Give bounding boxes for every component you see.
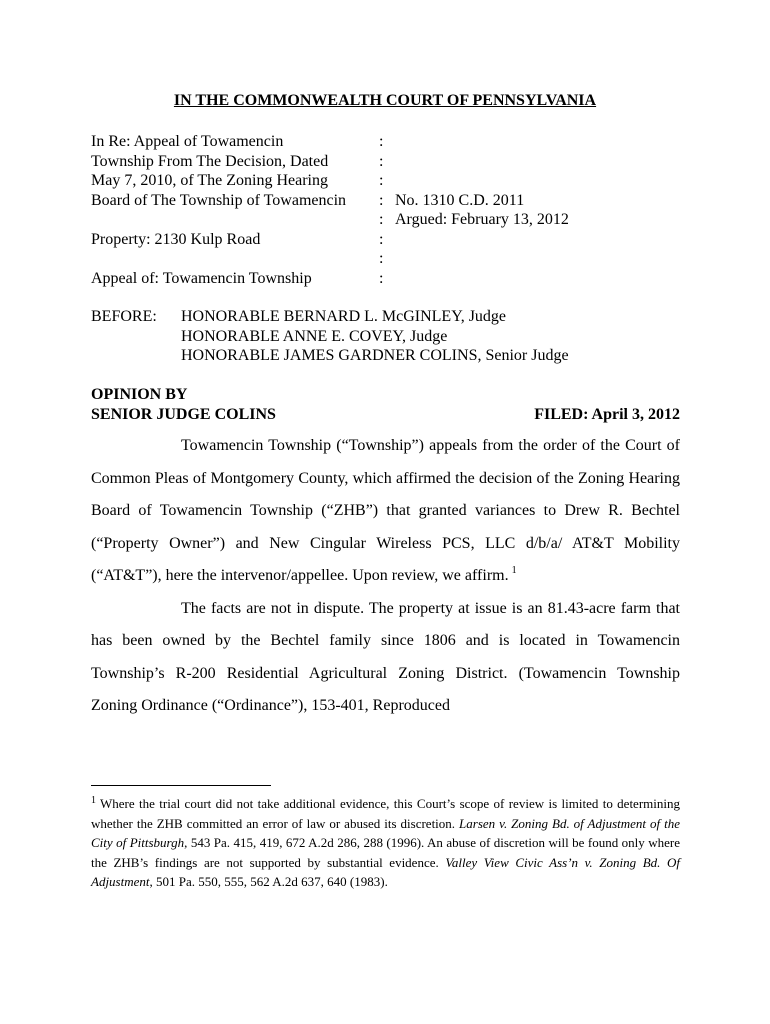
caption-row bbox=[91, 191, 691, 211]
caption-colon: : bbox=[379, 250, 384, 267]
caption-left: Township From The Decision, Dated bbox=[91, 152, 329, 170]
paragraph-text: Towamencin Township (“Township”) appeals from the order of the Court of Common Pleas of Montgomery County, which affirmed the decision of the Zoning Hearing Board of Towamencin Township (“ZHB”) that granted variances to Drew R. Bechtel (“Property Owner”) and New Cingular Wireless PCS, LLC d/b/a/ AT&T Mobility (“AT&T”), here the intervenor/appellee. Upon review, we affirm. bbox=[91, 437, 680, 584]
caption-row bbox=[91, 132, 691, 152]
paragraph: The facts are not in dispute. The property at issue is an 81.43-acre farm that has been owned by the Bechtel family since 1806 and is located in Towamencin Township’s R-200 Residential Agricultural Zoning District. (Towamencin Township Zoning Ordinance (“Ordinance”), 153-401, Reproduced bbox=[91, 599, 680, 714]
caption-row bbox=[91, 210, 691, 230]
opinion-row bbox=[91, 405, 680, 425]
case-caption bbox=[91, 132, 691, 288]
caption-right bbox=[395, 171, 691, 191]
footnote-text: Where the trial court did not take additional evidence, this Court’s scope of review is limited to determining whether the ZHB committed an error of law or abused its discretion. bbox=[91, 796, 680, 831]
caption-row bbox=[91, 249, 691, 269]
argued-date: Argued: February 13, 2012 bbox=[395, 211, 569, 228]
opinion-body bbox=[91, 430, 680, 723]
caption-left bbox=[91, 210, 379, 230]
appellant: Appeal of: Towamencin Township bbox=[91, 269, 312, 287]
caption-row bbox=[91, 171, 691, 191]
caption-colon: : bbox=[379, 172, 384, 189]
court-title: IN THE COMMONWEALTH COURT OF PENNSYLVANIA bbox=[173, 92, 597, 109]
caption-right bbox=[395, 249, 691, 269]
caption-colon: : bbox=[379, 133, 384, 150]
caption-left: In Re: Appeal of Towamencin bbox=[91, 133, 284, 150]
paragraph bbox=[91, 430, 680, 593]
footnote-text: , 543 Pa. 415, 419, 672 A.2d 286, 288 (1996). An abuse of discretion will be found only where the ZHB’s findings are not supported by substantial evidence. bbox=[91, 835, 680, 870]
caption-row bbox=[91, 152, 691, 172]
footnote-divider bbox=[91, 785, 271, 786]
caption-colon: : bbox=[379, 211, 384, 228]
case-citation: Larsen v. Zoning Bd. of Adjustment of the City of Pittsburgh bbox=[91, 815, 680, 850]
judge-name: HONORABLE BERNARD L. McGINLEY, Judge bbox=[181, 308, 507, 325]
footnote-reference[interactable]: 1 bbox=[511, 565, 517, 576]
footnote-number: 1 bbox=[91, 795, 96, 806]
footnote-text: , 501 Pa. 550, 555, 562 A.2d 637, 640 (1983). bbox=[149, 874, 388, 889]
case-number: No. 1310 C.D. 2011 bbox=[395, 191, 525, 209]
footnote bbox=[91, 794, 680, 892]
opinion-header bbox=[91, 385, 680, 424]
caption-colon: : bbox=[379, 269, 384, 287]
judges-list bbox=[181, 307, 569, 366]
caption-colon: : bbox=[379, 152, 384, 170]
filed-date: FILED: April 3, 2012 bbox=[534, 405, 680, 423]
caption-row bbox=[91, 230, 691, 250]
caption-left bbox=[91, 249, 379, 269]
judge-name: HONORABLE ANNE E. COVEY, Judge bbox=[181, 327, 448, 345]
judge-name: HONORABLE JAMES GARDNER COLINS, Senior Judge bbox=[181, 347, 569, 364]
caption-row bbox=[91, 269, 691, 289]
caption-colon: : bbox=[379, 230, 384, 248]
before-row bbox=[91, 307, 691, 366]
caption-left: May 7, 2010, of The Zoning Hearing bbox=[91, 172, 328, 189]
caption-colon: : bbox=[379, 191, 384, 209]
caption-right bbox=[395, 230, 691, 250]
case-citation: Valley View Civic Ass’n v. Zoning Bd. Of Adjustment bbox=[91, 854, 680, 889]
opinion-by-label: OPINION BY bbox=[91, 386, 188, 403]
caption-right bbox=[395, 152, 691, 172]
opinion-author: SENIOR JUDGE COLINS bbox=[91, 405, 276, 423]
caption-left: Board of The Township of Towamencin bbox=[91, 191, 347, 209]
panel-before bbox=[91, 307, 691, 366]
property-address: Property: 2130 Kulp Road bbox=[91, 230, 261, 248]
caption-right bbox=[395, 132, 691, 152]
caption-right bbox=[395, 269, 691, 289]
before-label: BEFORE: bbox=[91, 308, 157, 325]
